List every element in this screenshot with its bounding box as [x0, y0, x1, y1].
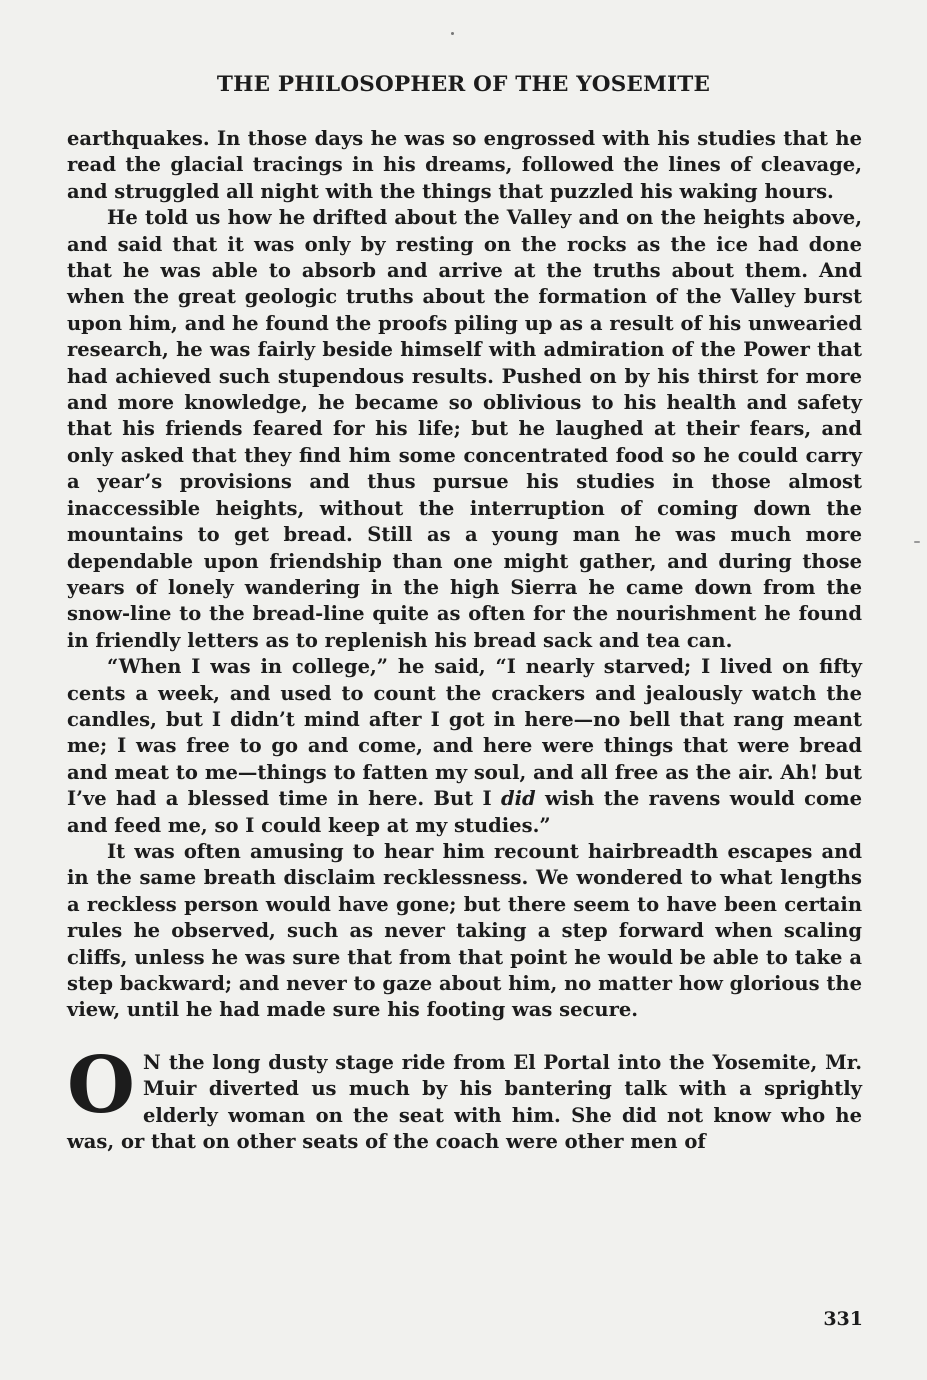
stage-ride-text: the long dusty stage ride from El Portal into the Yosemite, Mr. Muir diverted us much by his bantering talk with a sprightly elderly woman on the seat with him. She did not know who he was, or that on other seats of the coach were other men of [67, 1050, 862, 1154]
print-speck [914, 541, 920, 543]
page-number: 331 [823, 1308, 863, 1330]
running-title: THE PHILOSOPHER OF THE YOSEMITE [216, 72, 711, 97]
paragraph-quote [67, 654, 862, 839]
body-text [67, 126, 862, 1155]
paragraph-continued: earthquakes. In those days he was so engrossed with his studies that he read the glacial tracings in his dreams, followed the lines of cleavage, and struggled all night with the things that puzzled his waking hours. [67, 127, 862, 203]
first-word-rest: N [142, 1050, 162, 1074]
paragraph-recklessness: It was often amusing to hear him recount hairbreadth escapes and in the same breath disclaim recklessness. We wondered to what lengths a reckless person would have gone; but there seem to have been certain rules he observed, such as never taking a step forward when scaling cliffs, unless he was sure that from that point he would be able to take a step backward; and never to gaze about him, no matter how glorious the view, until he had made sure his footing was secure. [67, 839, 862, 1022]
paragraph-stage-ride [67, 1039, 862, 1156]
section-break [67, 1024, 862, 1050]
print-speck [451, 32, 454, 35]
drop-cap: O [67, 1039, 135, 1131]
quote-text-start: “When I was in college,” he said, “I nearly starved; I lived on fifty cents a week, and used to count the crackers and jealously watch the candles, but I didn’t mind after I got in here—no bell that rang meant me; I was free to go and come, and here were things that were bread and meat to me—things to fatten my soul, and all free as the air. Ah! but I’ve had a blessed time in here. But I [67, 655, 862, 811]
quote-italic-word: did [501, 787, 536, 811]
quote-text-end: wish the ravens would come and feed me, so I could keep at my studies.” [67, 787, 862, 837]
paragraph-valley: He told us how he drifted about the Valley and on the heights above, and said that it was only by resting on the rocks as the ice had done that he was able to absorb and arrive at the truths about them. And when the great geologic truths about the formation of the Valley burst upon him, and he found the proofs piling up as a result of his unwearied research, he was fairly beside himself with admiration of the Power that had achieved such stupendous results. Pushed on by his thirst for more and more knowledge, he became so oblivious to his health and safety that his friends feared for his life; but he laughed at their fears, and only asked that they find him some concentrated food so he could carry a year’s provisions and thus pursue his studies in those almost inaccessible heights, without the interruption of coming down the mountains to get bread. Still as a young man he was much more dependable upon friendship than one might gather, and during those years of lonely wandering in the high Sierra he came down from the snow-line to the bread-line quite as often for the nourishment he found in friendly letters as to replenish his bread sack and tea can. [67, 206, 862, 652]
